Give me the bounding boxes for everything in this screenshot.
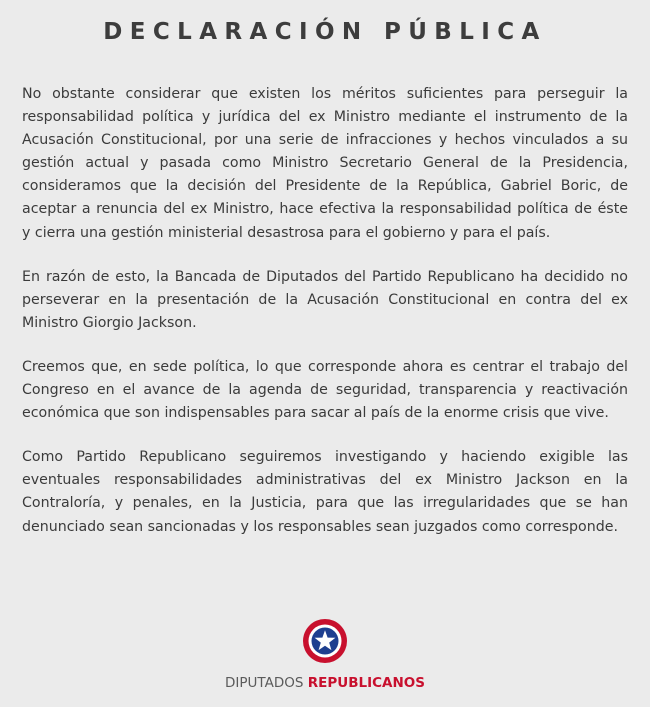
statement-paragraph-1: No obstante considerar que existen los méritos suficientes para perseguir la responsabilidad política y jurídica del ex Ministro mediante el instrumento de la Acusación Constitucional, por una serie de infracciones y hechos vinculados a su gestión actual y pasada como Ministro Secretario General de la Presidencia, consideramos que la decisión del Presidente de la República, Gabriel Boric, de aceptar a renuncia del ex Ministro, hace efectiva la responsabilidad política de éste y cierra una gestión ministerial desastrosa para el gobierno y para el país.: [22, 86, 628, 241]
statement-paragraph-3: Creemos que, en sede política, lo que corresponde ahora es centrar el trabajo del Congreso en el avance de la agenda de seguridad, transparencia y reactivación económica que son indispensables para sacar al país de la enorme crisis que vive.: [22, 358, 628, 422]
organization-name-light: DIPUTADOS: [225, 675, 304, 691]
page-title: DECLARACIÓN PÚBLICA: [103, 19, 547, 45]
organization-name-bold: REPUBLICANOS: [307, 675, 425, 691]
statement-paragraph-2: En razón de esto, la Bancada de Diputados del Partido Republicano ha decidido no perseverar en la presentación de la Acusación Constitucional en contra del ex Ministro Giorgio Jackson.: [22, 268, 628, 331]
organization-name: [0, 673, 650, 693]
statement-body: [22, 83, 628, 560]
star-circle-logo-icon: [302, 618, 348, 664]
statement-paragraph-4: Como Partido Republicano seguiremos investigando y haciendo exigible las eventuales responsabilidades administrativas del ex Ministro Jackson en la Contraloría, y penales, en la Justicia, para que las irregularidades que se han denunciado sean sancionadas y los responsables sean juzgados como corresponde.: [22, 449, 628, 535]
